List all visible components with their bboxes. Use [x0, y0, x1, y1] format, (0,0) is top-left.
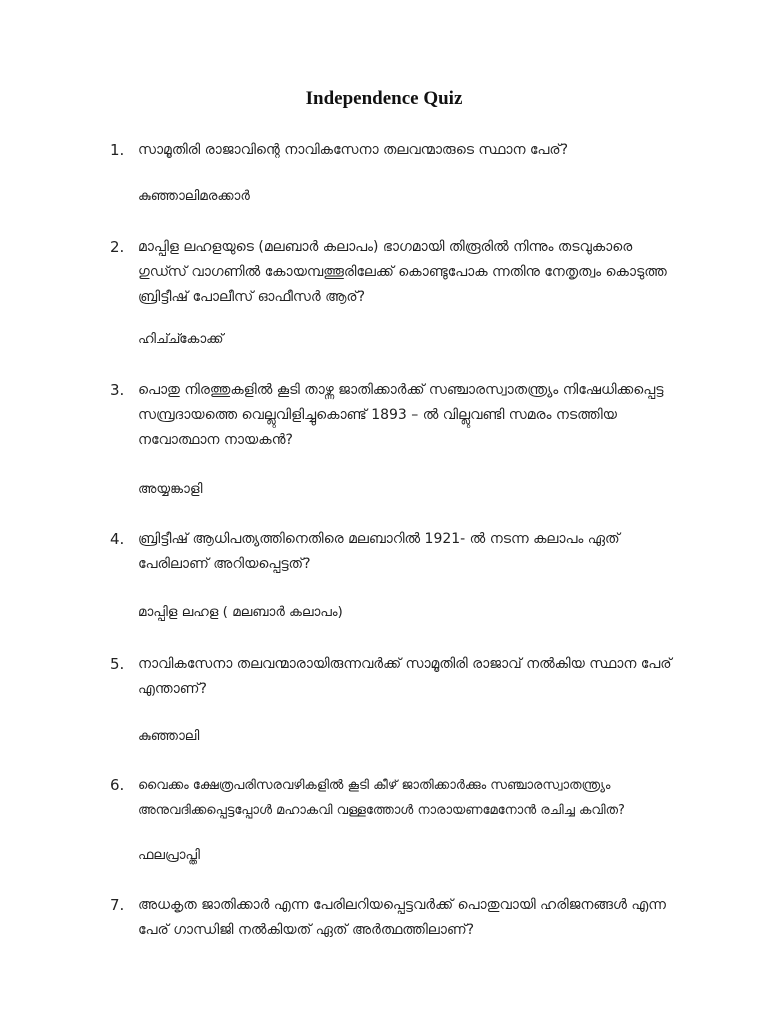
answer-1: കുഞ്ഞാലിമരക്കാർ — [138, 188, 250, 204]
question-line: അധകൃത ജാതിക്കാർ എന്ന പേരിലറിയപ്പെട്ടവർക്ക് പൊതുവായി ഹരിജനങ്ങൾ എന്ന — [138, 897, 666, 913]
question-2 — [112, 235, 672, 310]
question-7 — [112, 893, 672, 943]
answer-4: മാപ്പിള ലഹള ( മലബാർ കലാപം) — [138, 604, 343, 620]
question-5 — [112, 652, 672, 702]
question-number: 6. — [110, 776, 125, 794]
page-title: Independence Quiz — [305, 88, 463, 109]
answer-6: ഫലപ്രാപ്തി — [138, 847, 200, 863]
question-line: ബ്രിട്ടീഷ് പോലീസ് ഓഫീസർ ആര്? — [138, 289, 366, 305]
question-line: സമ്പ്രദായത്തെ വെല്ലുവിളിച്ചുകൊണ്ട് 1893 – ൽ വില്ലുവണ്ടി സമരം നടത്തിയ — [138, 407, 617, 423]
question-number: 5. — [110, 655, 125, 673]
answer-5: കുഞ്ഞാലി — [138, 728, 200, 744]
answer-2: ഹിച്ച്കോക്ക് — [138, 331, 224, 347]
question-line: മാപ്പിള ലഹളയുടെ (മലബാർ കലാപം) ഭാഗമായി തിരൂരിൽ നിന്നും തടവുകാരെ — [138, 239, 633, 255]
answer-3: അയ്യങ്കാളി — [138, 481, 203, 497]
question-6 — [112, 773, 672, 823]
question-line: പൊതു നിരത്തുകളിൽ കൂടി താഴ്ന്ന ജാതിക്കാർക്ക് സഞ്ചാരസ്വാതന്ത്ര്യം നിഷേധിക്കപ്പെട്ട — [138, 382, 664, 398]
question-line: ബ്രിട്ടീഷ് ആധിപത്യത്തിനെതിരെ മലബാറിൽ 1921- ൽ നടന്ന കലാപം ഏത് — [138, 531, 620, 547]
question-line: സാമൂതിരി രാജാവിന്റെ നാവികസേനാ തലവന്മാരുടെ സ്ഥാന പേര്? — [138, 142, 569, 158]
question-line: പേരിലാണ് അറിയപ്പെട്ടത്? — [138, 556, 311, 572]
question-number: 3. — [110, 381, 125, 399]
question-1 — [112, 138, 672, 163]
question-number: 2. — [110, 238, 125, 256]
question-4 — [112, 527, 672, 577]
question-line: നവോത്ഥാന നായകൻ? — [138, 432, 293, 448]
question-number: 7. — [110, 896, 125, 914]
question-line: നാവികസേനാ തലവന്മാരായിരുന്നവർക്ക് സാമൂതിരി രാജാവ് നൽകിയ സ്ഥാന പേര് — [138, 656, 672, 672]
question-3 — [112, 378, 672, 453]
question-line: അനുവദിക്കപ്പെട്ടപ്പോൾ മഹാകവി വള്ളത്തോൾ നാരായണമേനോൻ രചിച്ച കവിത? — [138, 803, 625, 818]
question-line: എന്താണ്? — [138, 681, 207, 697]
question-number: 1. — [110, 141, 125, 159]
question-line: ഗുഡ്സ് വാഗണിൽ കോയമ്പത്തൂരിലേക്ക് കൊണ്ടുപോക ന്നതിനു നേതൃത്വം കൊടുത്ത — [138, 264, 667, 280]
question-line: വൈക്കം ക്ഷേത്രപരിസരവഴികളിൽ കൂടി കീഴ് ജാതിക്കാർക്കും സഞ്ചാരസ്വാതന്ത്ര്യം — [138, 778, 611, 793]
question-number: 4. — [110, 530, 125, 548]
question-line: പേര് ഗാന്ധിജി നൽകിയത് ഏത് അർത്ഥത്തിലാണ്? — [138, 922, 475, 938]
